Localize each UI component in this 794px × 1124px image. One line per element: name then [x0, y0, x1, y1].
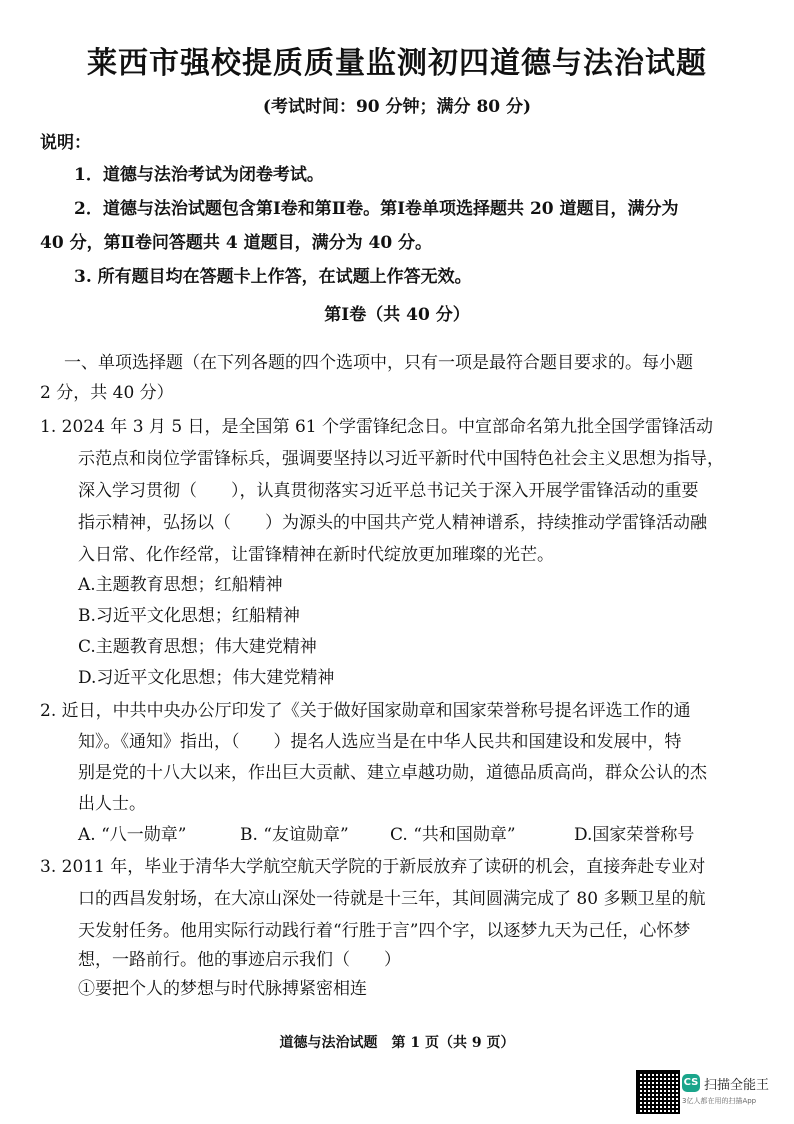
question-3-line: ①要把个人的梦想与时代脉搏紧密相连: [78, 979, 367, 999]
question-2-option: D.国家荣誉称号: [574, 825, 695, 845]
qr-code-icon: [636, 1070, 680, 1114]
note-line: 40 分，第Ⅱ卷问答题共 4 道题目，满分为 40 分。: [40, 233, 433, 253]
scanner-name: 扫描全能王: [704, 1078, 770, 1093]
question-1-line: 指示精神，弘扬以（ ）为源头的中国共产党人精神谱系，持续推动学雷锋活动融: [78, 513, 707, 533]
note-line: 1．道德与法治考试为闭卷考试。: [74, 165, 324, 185]
scanner-tagline: 3亿人都在用的扫描App: [682, 1097, 757, 1105]
question-2-line: 知》。《通知》指出，（ ）提名人选应当是在中华人民共和国建设和发展中，特: [78, 732, 682, 752]
question-1-option: D.习近平文化思想；伟大建党精神: [78, 668, 335, 688]
camscanner-logo: CS: [682, 1074, 700, 1092]
part-heading: 2 分，共 40 分）: [40, 383, 174, 403]
exam-info: (考试时间：90 分钟；满分 80 分): [262, 97, 532, 117]
question-3-line: 3. 2011 年，毕业于清华大学航空航天学院的于新辰放弃了读研的机会，直接奔赴专业对: [40, 857, 706, 877]
question-1-line: 深入学习贯彻（ ），认真贯彻落实习近平总书记关于深入开展学雷锋活动的重要: [78, 481, 699, 501]
question-2-line: 出人士。: [78, 794, 146, 814]
question-2-line: 别是党的十八大以来，作出巨大贡献、建立卓越功勋，道德品质高尚，群众公认的杰: [78, 763, 707, 783]
page-title: 莱西市强校提质质量监测初四道德与法治试题: [87, 46, 707, 81]
question-2-option: A. “八一勋章”: [78, 825, 187, 845]
question-1-option: C.主题教育思想；伟大建党精神: [78, 637, 317, 657]
question-2-option: C. “共和国勋章”: [390, 825, 516, 845]
question-2-option: B. “友谊勋章”: [240, 825, 349, 845]
question-1-line: 1. 2024 年 3 月 5 日，是全国第 61 个学雷锋纪念日。中宣部命名第九批全国学雷锋活动: [40, 417, 713, 437]
question-3-line: 天发射任务。他用实际行动践行着“行胜于言”四个字，以逐梦九天为己任，心怀梦: [78, 921, 691, 941]
question-2-line: 2. 近日，中共中央办公厅印发了《关于做好国家勋章和国家荣誉称号提名评选工作的通: [40, 701, 691, 721]
notes-label: 说明：: [40, 133, 91, 153]
question-1-option: A.主题教育思想；红船精神: [78, 575, 283, 595]
note-line: 3. 所有题目均在答题卡上作答，在试题上作答无效。: [74, 267, 472, 287]
question-3-line: 想，一路前行。他的事迹启示我们（ ）: [78, 950, 401, 970]
page-footer: 道德与法治试题 第 1 页（共 9 页）: [279, 1035, 515, 1051]
note-line: 2．道德与法治试题包含第Ⅰ卷和第Ⅱ卷。第Ⅰ卷单项选择题共 20 道题目，满分为: [74, 199, 679, 219]
question-1-line: 入日常、化作经常，让雷锋精神在新时代绽放更加璀璨的光芒。: [78, 545, 554, 565]
part-heading: 一、单项选择题（在下列各题的四个选项中，只有一项是最符合题目要求的。每小题: [64, 353, 693, 373]
scanner-watermark: [636, 1070, 786, 1114]
question-1-line: 示范点和岗位学雷锋标兵，强调要坚持以习近平新时代中国特色社会主义思想为指导，: [78, 449, 724, 469]
question-1-option: B.习近平文化思想；红船精神: [78, 606, 300, 626]
question-3-line: 口的西昌发射场，在大凉山深处一待就是十三年，其间圆满完成了 80 多颗卫星的航: [78, 889, 706, 909]
section-title: 第Ⅰ卷（共 40 分）: [324, 305, 470, 325]
